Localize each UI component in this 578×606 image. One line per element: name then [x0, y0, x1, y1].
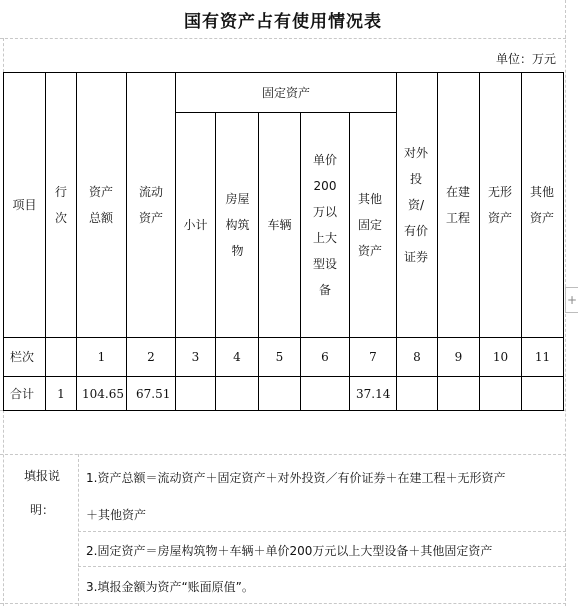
- note-line-2: 2.固定资产＝房屋构筑物＋车辆＋单价200万元以上大型设备＋其他固定资产: [86, 544, 493, 558]
- column-number-label: 栏次: [10, 350, 35, 364]
- note-line-1: 1.资产总额＝流动资产＋固定资产＋对外投资／有价证券＋在建工程＋无形资产: [86, 471, 506, 485]
- gridline: [0, 454, 566, 455]
- total-row-cell: [522, 377, 563, 410]
- column-number-cell: 2: [147, 350, 155, 364]
- column-number-cell: 10: [492, 350, 509, 364]
- total-row-cell: [176, 377, 215, 410]
- total-row-cell: 67.51: [136, 386, 171, 401]
- header-investments: 对外投资/有价证券: [403, 146, 428, 264]
- column-number-cell: [46, 338, 76, 376]
- column-number-cell: 3: [191, 350, 200, 364]
- gridline: [0, 603, 566, 604]
- total-row-label: 合计: [10, 386, 35, 401]
- header-other-assets: 其他资产: [529, 185, 554, 225]
- total-row-cell: 37.14: [356, 386, 391, 401]
- column-number-cell: 4: [233, 350, 241, 364]
- table-border-right: [563, 72, 564, 411]
- column-number-cell: 6: [321, 350, 329, 364]
- column-number-cell: 1: [97, 350, 106, 364]
- column-number-cell: 9: [454, 350, 463, 364]
- expand-button[interactable]: [565, 287, 578, 313]
- column-number-cell: 8: [413, 350, 421, 364]
- gridline: [78, 531, 566, 532]
- gridline: [78, 566, 566, 567]
- gridline: [3, 410, 4, 606]
- header-fixed-assets-group: 固定资产: [261, 85, 310, 100]
- report-title: 国有资产占有使用情况表: [184, 11, 382, 32]
- header-buildings: 房屋构筑物: [225, 192, 250, 258]
- notes-label: 填报说明：: [23, 469, 60, 517]
- note-line-1-continued: ＋其他资产: [86, 508, 147, 522]
- total-row-cell: 104.65: [82, 386, 124, 401]
- gridline: [0, 38, 566, 39]
- column-number-cell: 11: [534, 350, 551, 364]
- plus-icon: +: [566, 293, 578, 307]
- total-row-cell: [397, 377, 437, 410]
- header-other-fixed: 其他固定资产: [357, 192, 382, 258]
- header-total-assets: 资产总额: [88, 185, 113, 225]
- gridline: [3, 38, 4, 72]
- total-row-cell: [301, 377, 349, 410]
- total-row-cell: [438, 377, 479, 410]
- header-large-equipment: 单价200万以上大型设备: [312, 153, 337, 297]
- header-item: 项目: [12, 198, 37, 212]
- header-current-assets: 流动资产: [138, 185, 163, 225]
- header-vehicles: 车辆: [267, 218, 292, 232]
- total-row-cell: [480, 377, 521, 410]
- unit-label: 单位：万元: [495, 52, 556, 66]
- total-row-cell: [216, 377, 258, 410]
- gridline: [78, 454, 79, 606]
- column-number-cell: 7: [369, 350, 377, 364]
- column-number-cell: 5: [275, 350, 284, 364]
- header-intangible: 无形资产: [487, 185, 512, 225]
- total-row-cell: [259, 377, 300, 410]
- header-construction: 在建工程: [445, 185, 470, 225]
- header-subtotal: 小计: [183, 218, 208, 232]
- note-line-3: 3.填报金额为资产“账面原值”。: [86, 580, 254, 594]
- header-row-no: 行次: [54, 185, 67, 225]
- total-row-cell: 1: [57, 386, 65, 401]
